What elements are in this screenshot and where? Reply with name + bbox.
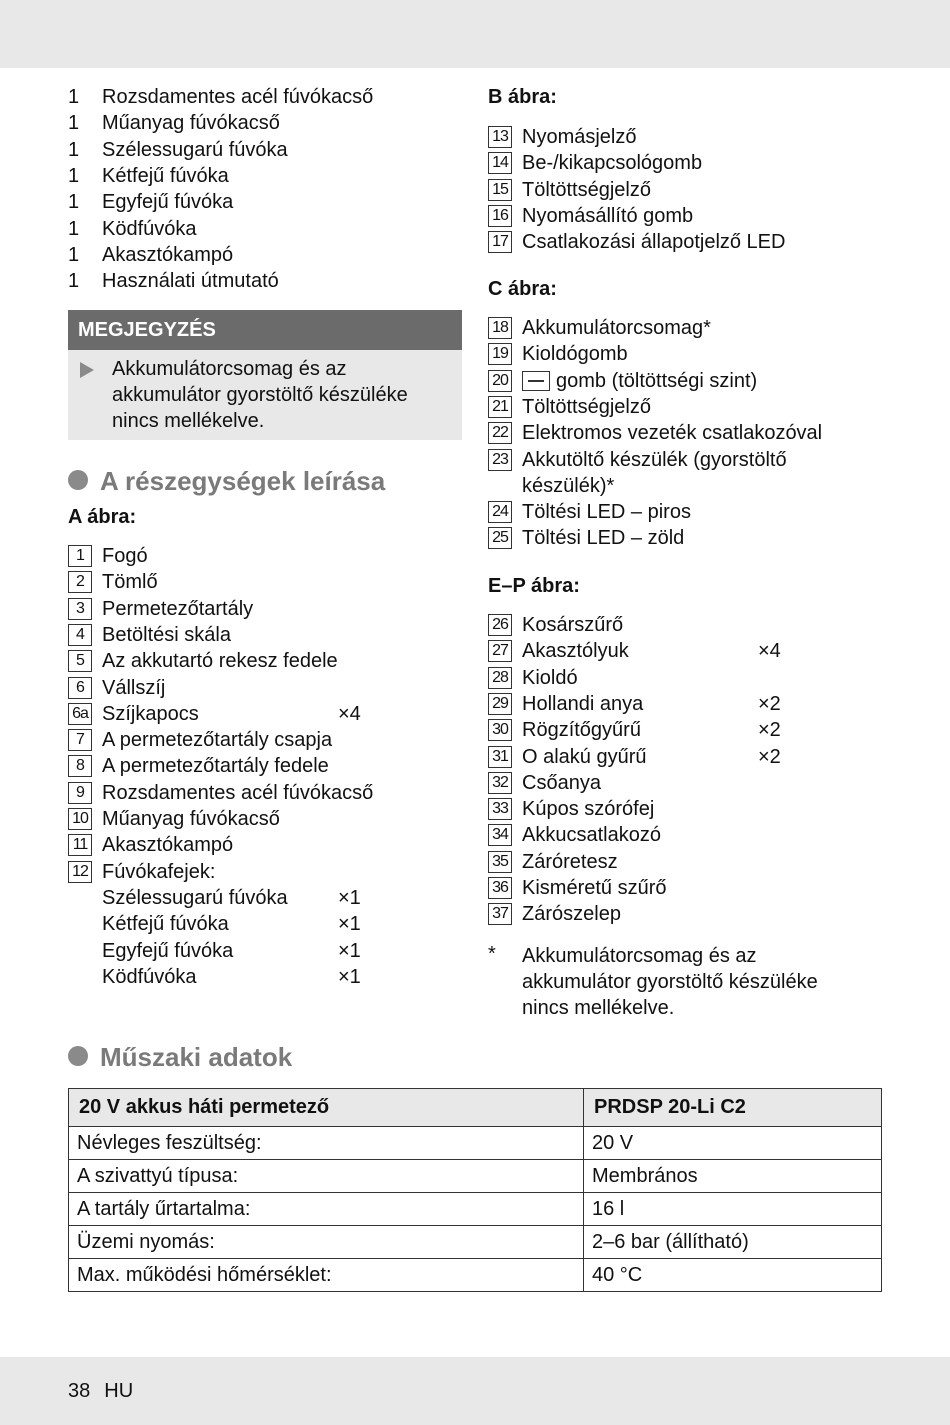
list-item [68,163,462,189]
part-label-text: Kioldó [522,666,578,689]
item-label: Ködfúvóka [102,217,197,240]
spec-row [69,1226,882,1259]
part-label [102,622,231,648]
item-label: Rozsdamentes acél fúvókacső [102,86,374,108]
part-label [522,124,636,150]
footnote-marker: * [488,943,496,965]
list-item [68,242,462,268]
part-item [488,177,888,203]
part-label [522,150,702,176]
spec-table-header [69,1089,882,1127]
footnote-text: Akkumulátorcsomag és az akkumulátor gyorstöltő készüléke nincs mellékelve. [522,945,818,1019]
part-label [522,420,822,446]
part-item [68,780,468,806]
page-number: 38 [68,1380,91,1402]
part-label [522,394,651,420]
part-item [488,770,888,796]
part-number: 32 [488,772,512,794]
part-item [488,849,888,875]
part-label-text: Záróretesz [522,850,618,873]
part-label-text: Töltési LED – zöld [522,527,685,550]
part-label-text: Töltöttségjelző [522,178,651,201]
part-item [488,796,888,822]
arrow-bullet-icon [80,362,94,378]
part-label-text: Akasztólyuk [522,640,629,663]
part-label-text: Permetezőtartály [102,597,254,620]
part-label [102,701,199,727]
part-label [522,665,578,691]
part-label [522,638,629,664]
part-label-text: Rögzítőgyűrű [522,719,641,742]
spec-label: Névleges feszültség: [69,1127,584,1160]
part-number: 24 [488,501,512,523]
sub-item [68,885,468,911]
part-label-text: Műanyag fúvókacső [102,808,280,830]
part-item [488,341,888,367]
part-item [68,596,468,622]
part-number: 30 [488,719,512,741]
spec-label: Üzemi nyomás: [69,1226,584,1259]
part-number: 2 [68,571,92,593]
spec-value: 40 °C [584,1259,882,1292]
part-quantity: ×4 [758,640,781,663]
part-label [102,543,148,569]
part-label [102,780,373,806]
sub-item-label: Kétfejű fúvóka [102,913,229,936]
page-footer [68,1380,133,1403]
part-label-text: Kioldógomb [522,343,628,366]
part-label-text: Akkucsatlakozó [522,824,661,847]
sub-item-quantity: ×1 [338,939,361,962]
part-item [488,499,888,525]
list-item [68,110,462,136]
part-label [522,203,693,229]
part-item [68,622,468,648]
part-number: 9 [68,782,92,804]
part-label-text: Akasztókampó [102,834,234,857]
part-label-text: Töltési LED – piros [522,501,691,524]
figure-ep-heading: E–P ábra: [488,575,580,597]
part-number: 3 [68,598,92,620]
part-item [488,717,888,743]
section-title-text: A részegységek leírása [100,466,386,496]
part-label-text: Kisméretű szűrő [522,877,667,899]
part-label-text: Rozsdamentes acél fúvókacső [102,781,374,804]
list-item [68,84,462,110]
part-number: 22 [488,422,512,444]
part-item [488,901,888,927]
figure-a-heading: A ábra: [68,506,137,528]
part-number: 14 [488,152,512,174]
part-label [522,315,711,341]
sub-item-label: Egyfejű fúvóka [102,939,234,962]
top-band [0,0,950,68]
part-item [488,525,888,551]
part-number: 17 [488,231,512,253]
part-number: 11 [68,834,92,856]
part-item [68,832,468,858]
part-label [522,717,641,743]
part-quantity: ×2 [758,719,781,742]
part-item [68,753,468,779]
part-label [522,525,684,551]
item-label: Használati útmutató [102,270,279,293]
part-label [102,832,233,858]
item-label: Műanyag fúvókacső [102,112,280,135]
part-item [488,368,888,394]
part-label-text: Nyomásjelző [522,126,637,148]
spec-row [69,1259,882,1292]
note-title: MEGJEGYZÉS [68,310,462,350]
part-number: 8 [68,755,92,777]
part-number: 19 [488,343,512,365]
sub-item-label: Ködfúvóka [102,965,197,988]
item-quantity: 1 [68,191,80,214]
part-item [488,691,888,717]
part-number: 29 [488,693,512,715]
spec-header-model: PRDSP 20-Li C2 [584,1089,882,1127]
part-label-text: Hollandi anya [522,692,644,715]
note-box [68,310,462,440]
item-label: Szélessugarú fúvóka [102,138,288,161]
part-label-text: Csőanya [522,771,601,794]
item-quantity: 1 [68,138,80,161]
part-item [488,822,888,848]
part-label [522,849,618,875]
note-text: Akkumulátorcsomag és az akkumulátor gyorstöltő készüléke nincs mellékelve. [112,358,408,432]
part-label-text: Szíjkapocs [102,702,199,725]
part-label-text: A permetezőtartály fedele [102,755,329,778]
part-number: 18 [488,317,512,339]
part-item [488,665,888,691]
spec-label: A tartály űrtartalma: [69,1193,584,1226]
sub-item [68,911,468,937]
part-item [68,859,468,885]
language-code: HU [104,1380,134,1402]
part-item [488,875,888,901]
part-number: 35 [488,851,512,873]
spec-row [69,1160,882,1193]
part-item [488,203,888,229]
part-number: 28 [488,667,512,689]
part-label-text: készülék)* [522,474,615,497]
part-label [522,447,787,473]
part-label [522,229,785,255]
part-number: 5 [68,650,92,672]
part-quantity: ×2 [758,745,781,768]
battery-level-button-icon [522,371,550,391]
part-label [522,770,601,796]
spec-row [69,1193,882,1226]
list-item [68,268,462,294]
part-item [488,447,888,473]
part-number: 33 [488,798,512,820]
part-label-text: Kúpos szórófej [522,798,655,821]
part-item [68,569,468,595]
part-label [522,691,643,717]
part-label [522,612,623,638]
part-label [522,341,628,367]
part-item [488,744,888,770]
list-item [68,137,462,163]
item-label: Kétfejű fúvóka [102,164,229,187]
part-label [522,875,667,901]
part-number: 36 [488,877,512,899]
part-label [522,499,691,525]
part-label-text: Zárószelep [522,903,621,926]
part-number: 13 [488,126,512,148]
section-title-text: Műszaki adatok [100,1042,293,1072]
part-label [102,727,332,753]
part-number: 12 [68,861,92,883]
item-label: Akasztókampó [102,243,234,266]
part-number: 7 [68,729,92,751]
part-item [488,420,888,446]
part-item [488,638,888,664]
part-number: 25 [488,527,512,549]
part-label-text: Akkutöltő készülék (gyorstöltő [522,448,787,471]
part-item [488,394,888,420]
part-label-text: Be-/kikapcsológomb [522,152,703,175]
part-item [68,675,468,701]
part-label [102,648,338,674]
part-label [522,744,647,770]
part-label [522,177,651,203]
item-quantity: 1 [68,270,80,293]
part-number: 37 [488,903,512,925]
part-label [102,806,280,832]
spec-row [69,1127,882,1160]
part-number: 1 [68,545,92,567]
part-item [68,806,468,832]
part-item [68,648,468,674]
part-label [102,859,215,885]
part-item [68,727,468,753]
part-quantity: ×4 [338,702,361,725]
part-label-text: Elektromos vezeték csatlakozóval [522,422,823,445]
part-label-text: Fogó [102,545,148,567]
part-quantity: ×2 [758,692,781,715]
section-title-tech [68,1042,292,1073]
spec-value: Membrános [584,1160,882,1193]
part-number: 4 [68,624,92,646]
part-label [102,569,158,595]
part-number: 34 [488,824,512,846]
spec-label: Max. működési hőmérséklet: [69,1259,584,1292]
item-label: Egyfejű fúvóka [102,191,234,214]
part-number: 6a [68,703,92,725]
part-label [522,368,757,394]
sub-item-quantity: ×1 [338,913,361,936]
section-title-parts [68,466,385,497]
part-label-text: Csatlakozási állapotjelző LED [522,231,786,254]
sub-item-quantity: ×1 [338,965,361,988]
spec-value: 2–6 bar (állítható) [584,1226,882,1259]
part-label [522,796,654,822]
bottom-band [0,1357,950,1425]
bullet-dot-icon [68,470,88,490]
bullet-dot-icon [68,1046,88,1066]
spec-table [68,1088,882,1292]
item-quantity: 1 [68,164,80,187]
spec-value: 20 V [584,1127,882,1160]
spec-header-product: 20 V akkus háti permetező [69,1089,584,1127]
part-number: 31 [488,746,512,768]
spec-value: 16 l [584,1193,882,1226]
part-label [102,675,165,701]
sub-item-quantity: ×1 [338,886,361,909]
part-label-text: Akkumulátorcsomag* [522,317,711,339]
part-number: 27 [488,640,512,662]
list-item [68,189,462,215]
sub-item-label: Szélessugarú fúvóka [102,886,288,909]
part-label-text: A permetezőtartály csapja [102,729,333,752]
part-label-text: Töltöttségjelző [522,395,651,418]
part-number: 23 [488,449,512,471]
part-label-text: Nyomásállító gomb [522,204,694,227]
part-item [488,150,888,176]
part-label-text: O alakú gyűrű [522,745,647,768]
item-quantity: 1 [68,86,80,108]
part-label-text: Vállszíj [102,676,166,699]
figure-b-heading: B ábra: [488,86,557,108]
part-label-text: Fúvókafejek: [102,860,216,883]
part-item-continued [488,473,888,499]
part-item [488,229,888,255]
figure-c-heading: C ábra: [488,278,557,300]
part-number: 16 [488,205,512,227]
part-number: 21 [488,396,512,418]
part-label [522,822,661,848]
sub-item [68,938,468,964]
part-label [522,901,621,927]
item-quantity: 1 [68,112,80,135]
spec-label: A szivattyú típusa: [69,1160,584,1193]
part-item [488,612,888,638]
part-item [68,543,468,569]
item-quantity: 1 [68,243,80,266]
part-label-text: Betöltési skála [102,623,231,646]
sub-item [68,964,468,990]
part-number: 15 [488,179,512,201]
item-quantity: 1 [68,217,80,240]
list-item [68,216,462,242]
part-number: 6 [68,677,92,699]
part-label [102,596,253,622]
part-label [102,753,329,779]
part-label-text: Kosárszűrő [522,614,624,636]
part-number: 26 [488,614,512,636]
part-item [488,315,888,341]
part-label-text: gomb (töltöttségi szint) [556,369,758,392]
part-item [68,701,468,727]
part-number: 20 [488,370,512,392]
part-label-text: Tömlő [102,571,158,594]
part-item [488,124,888,150]
part-label-text: Az akkutartó rekesz fedele [102,650,338,673]
part-number: 10 [68,808,92,830]
